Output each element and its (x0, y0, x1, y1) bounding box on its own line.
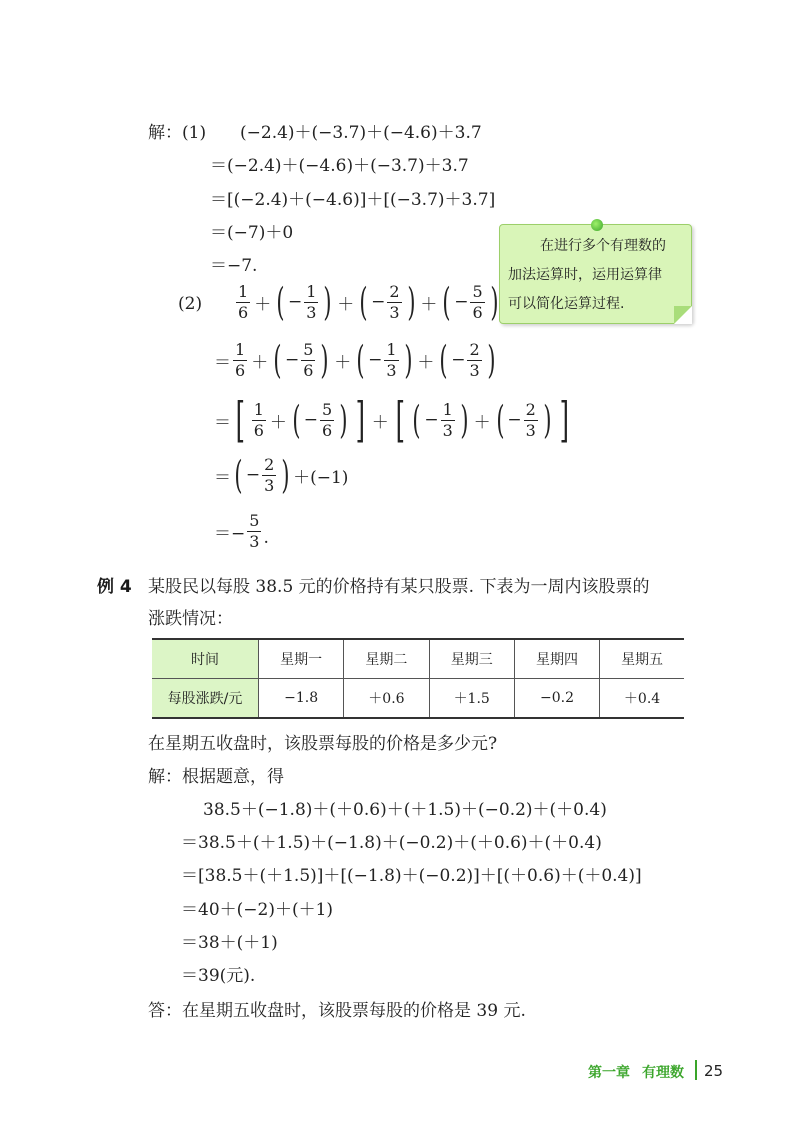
pin-icon (591, 219, 603, 231)
table-header-row (152, 639, 684, 679)
example4-label: 例 4 (97, 577, 132, 597)
table-cell: ＋0.4 (600, 679, 684, 719)
solution1-line: ＝−7. (210, 256, 258, 276)
solution2-line1: $\frac{1}{6}$ ＋ ( − $\frac{1}{3}$ ) ＋ ( − $\frac{2}{3}$ ) ＋ ( − $\frac{5}{6}$ ) (238, 280, 499, 324)
footer-title: 有理数 (642, 1065, 684, 1081)
solution1-line: ＝(−2.4)＋(−4.6)＋(−3.7)＋3.7 (210, 156, 469, 176)
table-cell: −1.8 (259, 679, 344, 719)
table-cell: ＋1.5 (429, 679, 514, 719)
fraction: $\frac{1}{3}$ (386, 339, 397, 380)
solution1-label: 解：(1) (148, 123, 207, 143)
footer-chapter: 第一章 (588, 1065, 630, 1081)
table-cell: 星期二 (344, 639, 429, 679)
example4-question: 在星期五收盘时，该股票每股的价格是多少元? (148, 734, 498, 754)
fraction: $\frac{1}{6}$ (238, 281, 249, 322)
table-cell: 星期五 (600, 639, 684, 679)
example4-solution-line: ＝[38.5＋(＋1.5)]＋[(−1.8)＋(−0.2)]＋[(＋0.6)＋(＋0.4)] (181, 866, 642, 886)
table-cell: 星期四 (514, 639, 599, 679)
example4-solution-line: ＝38＋(＋1) (181, 933, 278, 953)
footer-divider (695, 1060, 697, 1080)
page-curl-icon (674, 306, 692, 324)
example4-text: 某股民以每股 38.5 元的价格持有某只股票. 下表为一周内该股票的 (148, 577, 650, 597)
solution2-line5: ＝− $\frac{5}{3}$ . (214, 511, 269, 551)
example4-solution-line: ＝40＋(−2)＋(＋1) (181, 900, 334, 920)
table-cell: 时间 (152, 639, 259, 679)
example4-answer: 答：在星期五收盘时，该股票每股的价格是 39 元. (148, 1001, 526, 1021)
table-cell: 星期三 (429, 639, 514, 679)
example4-solution-line: ＝39(元). (181, 966, 256, 986)
solution1-line: (−2.4)＋(−3.7)＋(−4.6)＋3.7 (240, 123, 482, 143)
solution2-label: (2) (178, 294, 203, 314)
fraction: $\frac{2}{3}$ (264, 454, 275, 495)
example4-solution-line: ＝38.5＋(＋1.5)＋(−1.8)＋(−0.2)＋(＋0.6)＋(＋0.4) (181, 833, 602, 853)
solution1-line: ＝(−7)＋0 (210, 223, 294, 243)
example4-text: 涨跌情况： (148, 609, 233, 629)
solution2-line3: ＝ [ $\frac{1}{6}$ ＋ ( − $\frac{5}{6}$ ) ] ＋ [ ( − $\frac{1}{3}$ ) ＋ ( − $\frac{2}{3}$ ) ] (214, 392, 569, 448)
solution2-line4: ＝ ( − $\frac{2}{3}$ ) ＋(−1) (214, 453, 349, 497)
table-cell: 每股涨跌/元 (152, 679, 259, 719)
table-row (152, 679, 684, 719)
table-cell: 星期一 (259, 639, 344, 679)
example4-solution-line: 38.5＋(−1.8)＋(＋0.6)＋(＋1.5)＋(−0.2)＋(＋0.4) (203, 800, 607, 820)
tip-line: 可以简化运算过程. (508, 296, 625, 312)
fraction: $\frac{1}{3}$ (306, 281, 317, 322)
solution1-line: ＝[(−2.4)＋(−4.6)]＋[(−3.7)＋3.7] (210, 190, 496, 210)
fraction: $\frac{2}{3}$ (389, 281, 400, 322)
fraction: $\frac{5}{6}$ (472, 281, 483, 322)
fraction: $\frac{5}{3}$ (249, 511, 260, 551)
fraction: $\frac{1}{3}$ (442, 399, 453, 440)
fraction: $\frac{5}{6}$ (322, 399, 333, 440)
fraction: $\frac{1}{6}$ (253, 399, 264, 440)
example4-solution-label: 解：根据题意，得 (148, 767, 284, 787)
solution2-line4-tail: ＋(−1) (293, 467, 349, 488)
page-number: 25 (704, 1062, 724, 1080)
tip-note (499, 224, 692, 324)
tip-line: 在进行多个有理数的 (540, 238, 666, 254)
fraction: $\frac{5}{6}$ (303, 339, 314, 380)
tip-line: 加法运算时，运用运算律 (508, 267, 662, 283)
table-cell: ＋0.6 (344, 679, 429, 719)
fraction: $\frac{2}{3}$ (525, 399, 536, 440)
table-cell: −0.2 (514, 679, 599, 719)
solution2-line2: ＝ $\frac{1}{6}$ ＋ ( − $\frac{5}{6}$ ) ＋ ( − $\frac{1}{3}$ ) ＋ ( − $\frac{2}{3}$ ) (214, 338, 496, 382)
fraction: $\frac{2}{3}$ (469, 339, 480, 380)
fraction: $\frac{1}{6}$ (235, 339, 246, 380)
stock-change-table (152, 638, 684, 719)
